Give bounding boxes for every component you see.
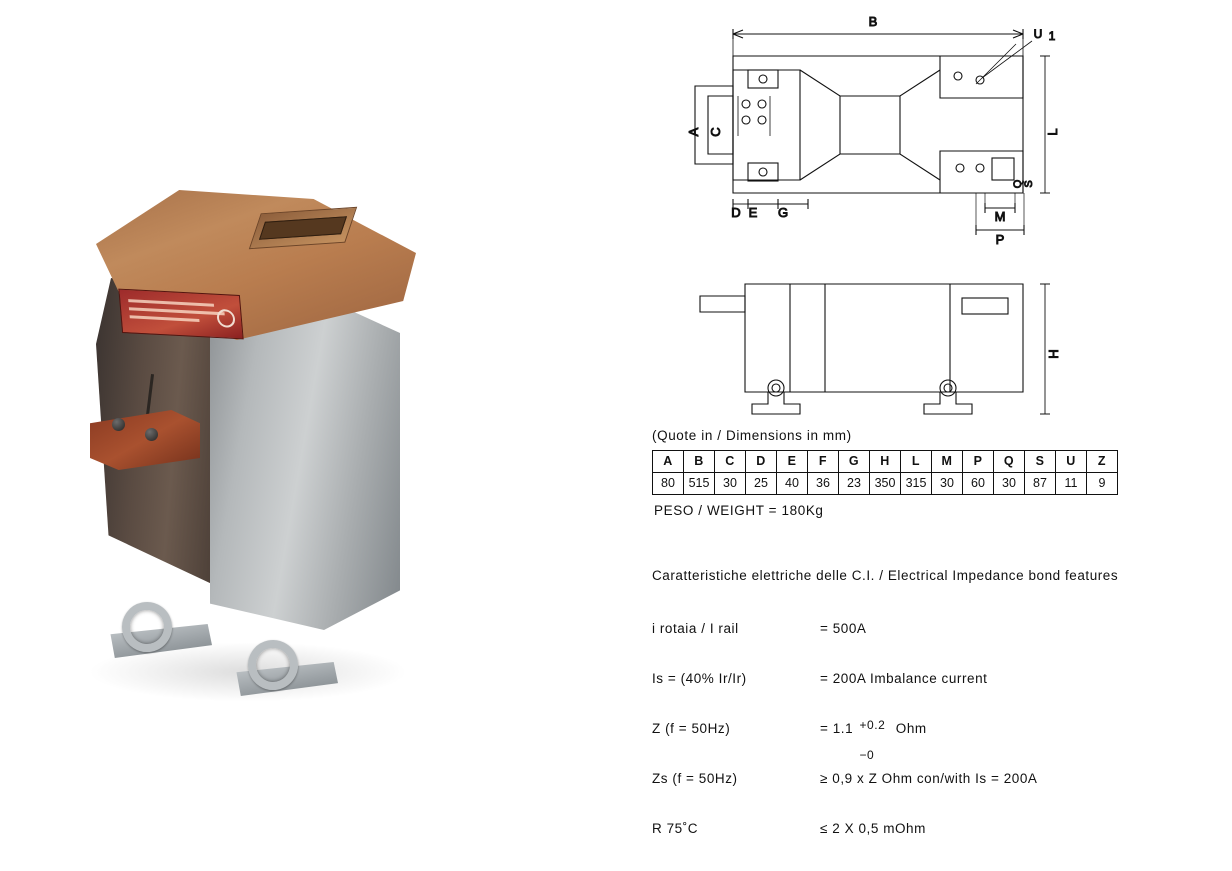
spec-label: Z (f = 50Hz) — [652, 721, 731, 736]
side-view-drawing — [640, 262, 1100, 422]
dim-value: 350 — [870, 473, 901, 495]
dim-header: F — [808, 451, 839, 473]
spec-row-imbalance — [652, 671, 1212, 686]
dim-value: 36 — [808, 473, 839, 495]
spec-row-i-rail — [652, 621, 1212, 636]
spec-label: R 75˚C — [652, 821, 699, 836]
spec-unit: Ohm — [895, 721, 927, 736]
spec-value: ≤ 2 X 0,5 mOhm — [820, 821, 926, 836]
dim-label-A: A — [686, 127, 701, 137]
dim-label-S: S — [1023, 180, 1035, 188]
dim-header: Q — [994, 451, 1025, 473]
dim-label-L: L — [1045, 128, 1060, 136]
nameplate-line — [128, 299, 214, 307]
dim-label-Q: Q — [1012, 179, 1024, 189]
dim-value: 515 — [684, 473, 715, 495]
spec-value: ≥ 0,9 x Z Ohm con/with Is = 200A — [820, 771, 1038, 786]
dim-value: 40 — [777, 473, 808, 495]
spec-value: = 500A — [820, 621, 867, 636]
housing-front-face — [210, 300, 400, 630]
housing-top-rib — [249, 207, 357, 249]
dim-label-G: G — [777, 205, 789, 220]
dim-header: E — [777, 451, 808, 473]
dim-header: B — [684, 451, 715, 473]
table-row-values — [653, 473, 1118, 495]
dim-header: U — [1056, 451, 1087, 473]
dim-value: 11 — [1056, 473, 1087, 495]
dim-label-B: B — [868, 14, 878, 29]
dimension-table — [652, 450, 1118, 495]
impedance-bond-photo — [60, 150, 560, 710]
dim-header: P — [963, 451, 994, 473]
dim-value: 30 — [994, 473, 1025, 495]
terminal-bolt — [112, 418, 125, 431]
dim-label-D: D — [731, 205, 741, 220]
terminal-bolt — [145, 428, 158, 441]
nameplate-line — [129, 307, 225, 315]
specs-title: Caratteristiche elettriche delle C.I. / Electrical Impedance bond features — [652, 568, 1119, 583]
tolerance-lower: −0 — [859, 748, 875, 762]
dim-header: A — [653, 451, 684, 473]
dim-value: 25 — [746, 473, 777, 495]
spec-row-impedance — [652, 718, 1212, 762]
spec-label: i rotaia / I rail — [652, 621, 739, 636]
dim-value: 87 — [1025, 473, 1056, 495]
callout-1: 1 — [1048, 29, 1056, 43]
dim-header: D — [746, 451, 777, 473]
dim-value: 60 — [963, 473, 994, 495]
tolerance-upper: +0.2 — [859, 718, 886, 732]
nameplate-line — [130, 315, 200, 322]
dim-header: Z — [1087, 451, 1118, 473]
dim-header: S — [1025, 451, 1056, 473]
dim-value: 9 — [1087, 473, 1118, 495]
weight-note: PESO / WEIGHT = 180Kg — [654, 503, 824, 518]
dim-label-M: M — [994, 209, 1006, 224]
nameplate-logo — [216, 309, 236, 328]
dim-value: 315 — [901, 473, 932, 495]
spec-value: = 1.1 — [820, 721, 854, 736]
dim-label-H: H — [1046, 349, 1061, 359]
spec-row-resistance — [652, 821, 1212, 836]
table-row-headers — [653, 451, 1118, 473]
dim-value: 23 — [839, 473, 870, 495]
dim-label-U: U — [1033, 27, 1043, 41]
technical-drawing-panel — [640, 0, 1232, 863]
spec-value: = 200A Imbalance current — [820, 671, 988, 686]
spec-label: Zs (f = 50Hz) — [652, 771, 738, 786]
dim-header: L — [901, 451, 932, 473]
dimension-table-area — [652, 428, 1172, 518]
dim-value: 80 — [653, 473, 684, 495]
dim-header: H — [870, 451, 901, 473]
manufacturer-nameplate — [118, 289, 243, 340]
dim-value: 30 — [932, 473, 963, 495]
spec-label: Is = (40% Ir/Ir) — [652, 671, 747, 686]
dim-label-C: C — [708, 127, 723, 137]
electrical-specs-area — [652, 568, 1212, 871]
top-view-drawing — [640, 8, 1100, 258]
dim-header: G — [839, 451, 870, 473]
dimension-units-note: (Quote in / Dimensions in mm) — [652, 428, 852, 443]
dim-label-P: P — [995, 232, 1005, 247]
dim-label-E: E — [748, 205, 758, 220]
dim-value: 30 — [715, 473, 746, 495]
dim-header: M — [932, 451, 963, 473]
top-label-plate — [259, 216, 347, 240]
spec-row-zs — [652, 771, 1212, 786]
dim-header: C — [715, 451, 746, 473]
